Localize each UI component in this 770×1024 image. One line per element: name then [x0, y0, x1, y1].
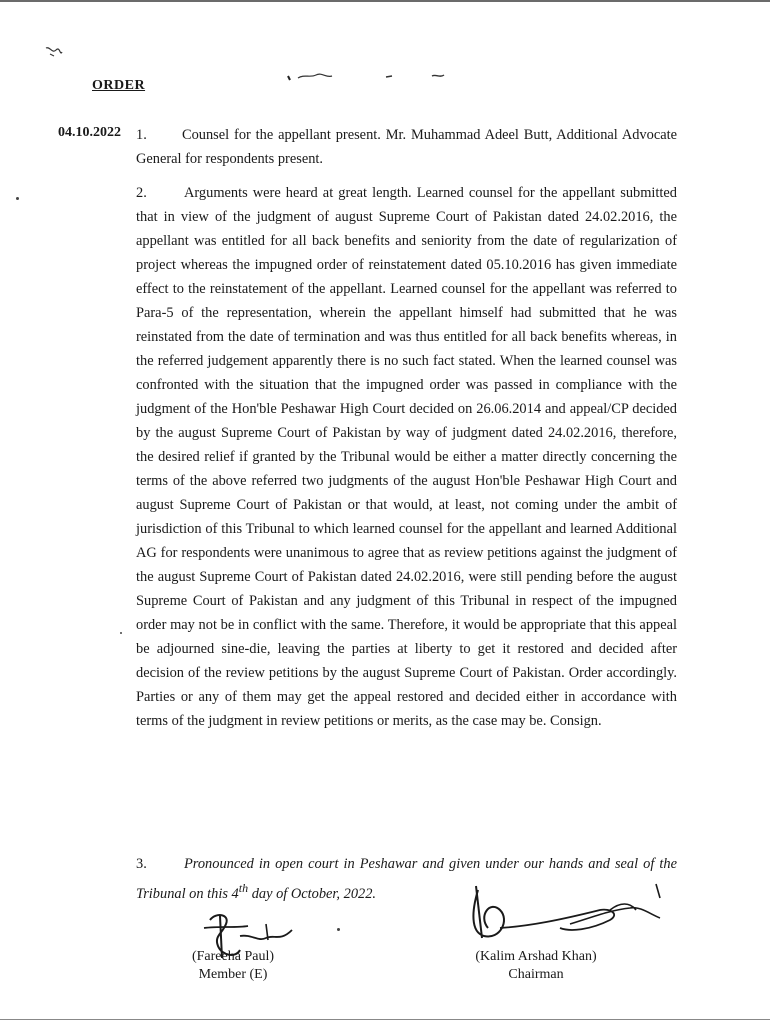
member-title: Member (E) — [198, 967, 268, 982]
scan-top-border — [0, 0, 770, 2]
corner-scribble — [44, 44, 64, 60]
scan-speck — [337, 928, 340, 931]
paragraph-1 — [136, 123, 677, 171]
chairman-name: (Kalim Arshad Khan) — [475, 949, 597, 964]
chairman-title: Chairman — [508, 967, 564, 982]
paragraph-text: Arguments were heard at great length. Learned counsel for the appellant submitted that in view of the judgment of august Supreme Court of Pakistan dated 24.02.2016, the appellant was entitled for all back benefits and seniority from the date of regularization of project whereas the impugned order of reinstatement dated 05.10.2016 has given immediate effect to the reinstatement of the appellant. Learned counsel for the appellant was referred to Para-5 of the representation, wherein the appellant himself had submitted that he was reinstated from the date of termination and was thus entitled for all back benefits whereas, in the referred judgement apparently there is no such fact stated. When the learned counsel was confronted with the situation that the impugned order was passed in compliance with the judgment of the Hon'ble Peshawar High Court decided on 26.06.2014 and appeal/CP decided by the august Supreme Court of Pakistan by way of judgment dated 24.02.2016, therefore, the desired relief if granted by the Tribunal would be either a matter directly concerning the terms of the above referred two judgments of the august Hon'ble Peshawar High Court and august Supreme Court of Pakistan or that would, at least, not coming under the ambit of jurisdiction of this Tribunal to which learned counsel for the appellant and learned Additional AG for respondents were unanimous to agree that as review petitions against the judgment of the august Supreme Court of Pakistan dated 24.02.2016, were still pending before the august Supreme Court of Pakistan and any judgment of this Tribunal in respect of the impugned order may not be in conflict with the same. Therefore, it would be appropriate that this appeal be adjourned sine-die, leaving the parties at liberty to get it restored and decided after decision of the review petitions by the august Supreme Court of Pakistan. Order accordingly. Parties or any of them may get the appeal restored and decided either in accordance with terms of the judgment in review petitions or merits, as the case may be. Consign. — [136, 185, 677, 729]
ordinal-suffix: th — [238, 881, 249, 895]
scan-bottom-border — [0, 1019, 770, 1020]
chairman-signatory — [456, 948, 616, 984]
paragraph-2 — [136, 181, 677, 733]
chairman-signature — [460, 880, 680, 950]
member-signatory — [168, 948, 298, 984]
scan-speck — [120, 632, 122, 634]
paragraph-text: Counsel for the appellant present. Mr. Muhammad Adeel Butt, Additional Advocate General for respondents present. — [136, 127, 677, 167]
scan-noise-marks — [282, 70, 452, 84]
paragraph-number: 1. — [136, 127, 147, 143]
order-heading: ORDER — [92, 78, 146, 93]
scan-speck — [16, 197, 19, 200]
pronouncement-text: Pronounced in open court in Peshawar and given under our hands and seal of the Tribunal on this 4 — [136, 856, 677, 902]
pronouncement-text-end: day of October, 2022. — [248, 885, 377, 902]
paragraph-number: 2. — [136, 185, 147, 201]
member-name: (Fareeha Paul) — [191, 949, 275, 964]
order-date: 04.10.2022 — [58, 125, 121, 140]
paragraph-number: 3. — [136, 856, 147, 872]
